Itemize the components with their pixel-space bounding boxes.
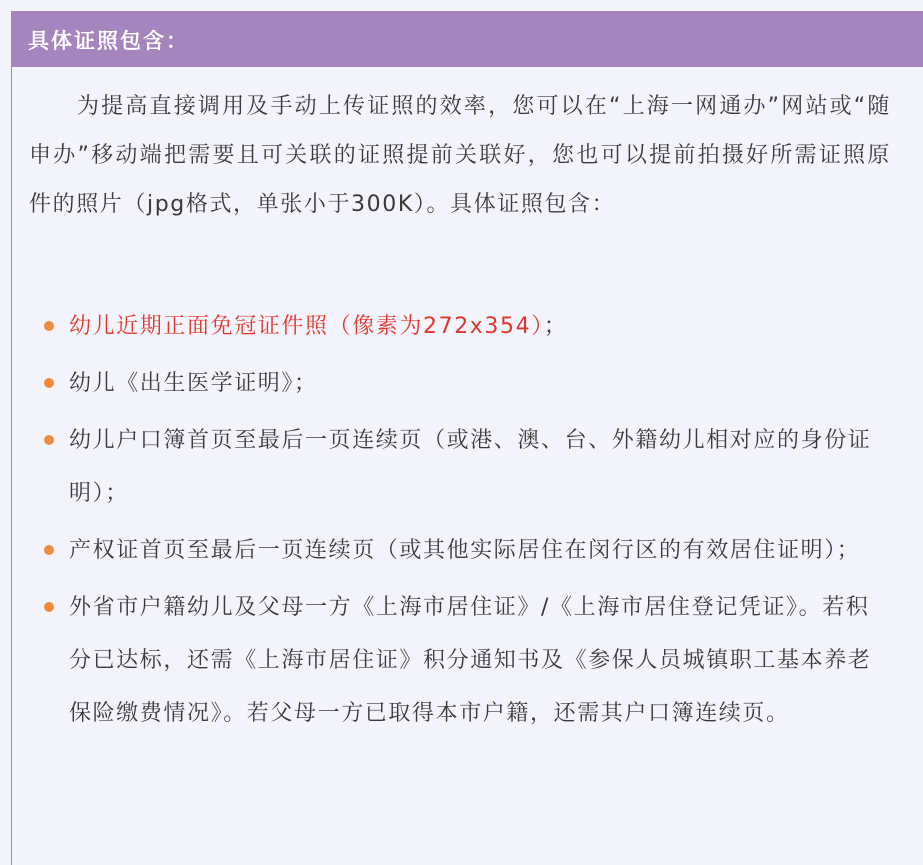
list-item-text: 产权证首页至最后一页连续页（或其他实际居住在闵行区的有效居住证明）； bbox=[69, 538, 861, 563]
list-item bbox=[29, 524, 891, 577]
bullet-icon bbox=[44, 435, 54, 445]
list-item-text: 幼儿户口簿首页至最后一页连续页（或港、澳、台、外籍幼儿相对应的身份证明）； bbox=[69, 428, 872, 506]
list-item bbox=[29, 581, 891, 740]
list-item-text: 外省市户籍幼儿及父母一方《上海市居住证》/《上海市居住登记凭证》。若积分已达标，还需《上海市居住证》积分通知书及《参保人员城镇职工基本养老保险缴费情况》。若父母一方已取得本市户籍，还需其户口簿连续页。 bbox=[69, 595, 872, 726]
bullet-icon bbox=[44, 602, 54, 612]
list-item-text: 幼儿《出生医学证明》； bbox=[69, 371, 318, 396]
list-item bbox=[29, 357, 891, 410]
bullet-icon bbox=[44, 545, 54, 555]
card-header bbox=[12, 12, 923, 67]
document-list bbox=[29, 300, 891, 744]
card-title: 具体证照包含： bbox=[28, 28, 189, 53]
list-item bbox=[29, 300, 891, 353]
list-item-highlight: 幼儿近期正面免冠证件照（像素为272x354） bbox=[69, 314, 544, 339]
bullet-icon bbox=[44, 378, 54, 388]
list-item-text: ； bbox=[543, 314, 568, 339]
info-card bbox=[11, 11, 923, 865]
bullet-icon bbox=[44, 321, 54, 331]
list-item bbox=[29, 414, 891, 520]
intro-paragraph: 为提高直接调用及手动上传证照的效率，您可以在“上海一网通办”网站或“随申办”移动端把需要且可关联的证照提前关联好，您也可以提前拍摄好所需证照原件的照片（jpg格式，单张小于300K）。具体证照包含： bbox=[29, 94, 891, 217]
